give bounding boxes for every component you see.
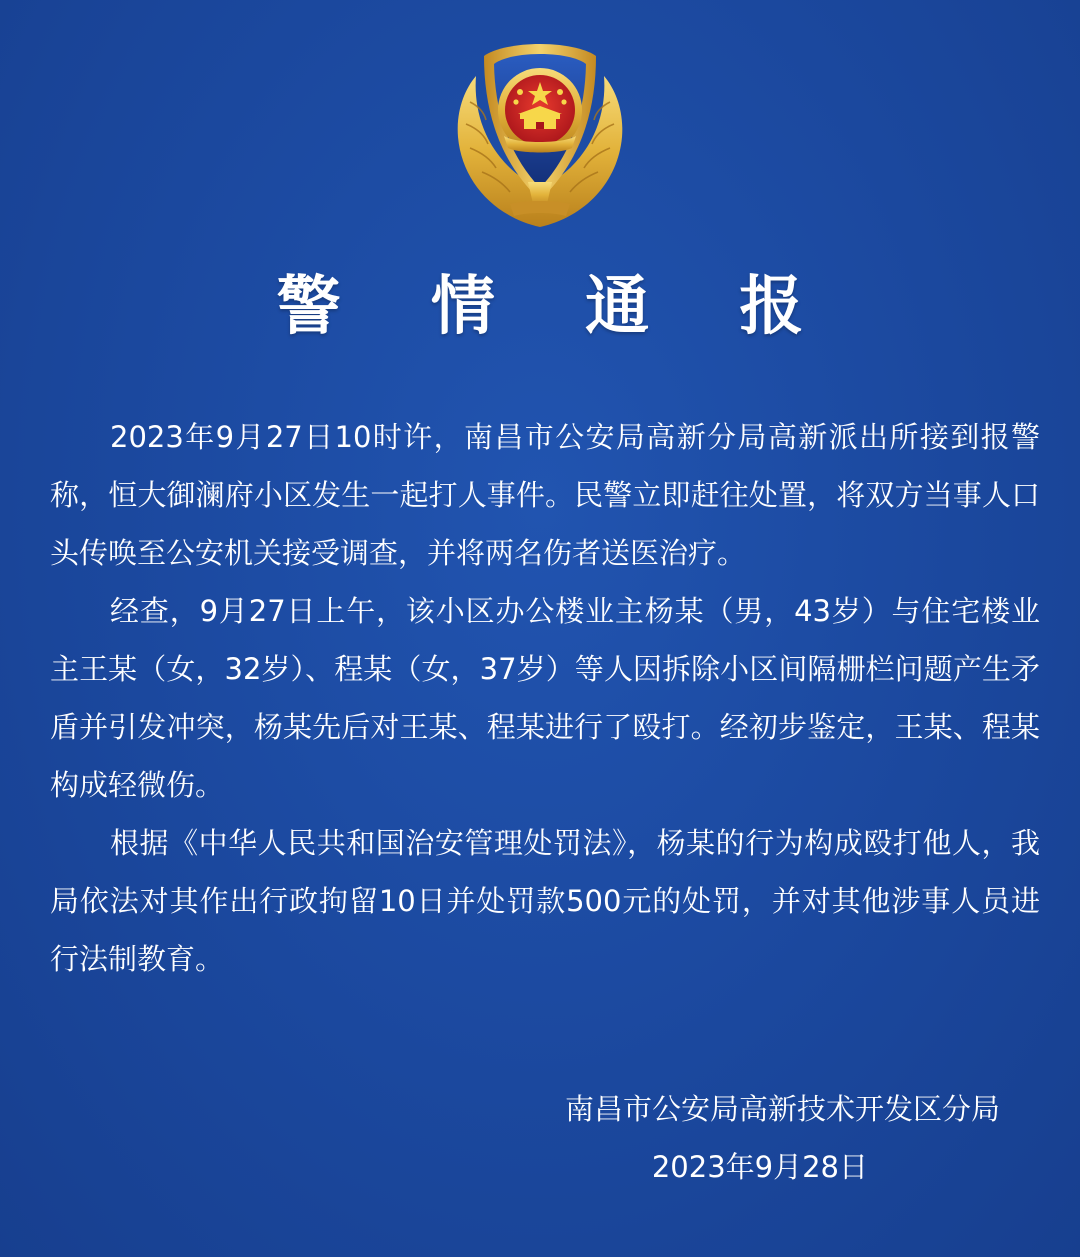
notice-paragraph-2: 经查，9月27日上午，该小区办公楼业主杨某（男，43岁）与住宅楼业主王某（女，32岁）、程某（女，37岁）等人因拆除小区间隔栅栏问题产生矛盾并引发冲突，杨某先后对王某、程某进行了殴打。经初步鉴定，王某、程某构成轻微伤。: [50, 594, 1040, 802]
notice-body: [50, 408, 1040, 988]
issue-date: 2023年9月28日: [651, 1150, 868, 1184]
notice-signature: [0, 1080, 1000, 1196]
notice-title: 警 情 通 报: [276, 270, 838, 344]
police-emblem-icon: [440, 32, 640, 232]
notice-paragraph-3: 根据《中华人民共和国治安管理处罚法》，杨某的行为构成殴打他人，我局依法对其作出行政拘留10日并处罚款500元的处罚，并对其他涉事人员进行法制教育。: [50, 826, 1040, 976]
issuing-organization: 南昌市公安局高新技术开发区分局: [564, 1092, 1000, 1126]
notice-paragraph-1: 2023年9月27日10时许，南昌市公安局高新分局高新派出所接到报警称，恒大御澜府小区发生一起打人事件。民警立即赶往处置，将双方当事人口头传唤至公安机关接受调查，并将两名伤者送医治疗。: [50, 420, 1040, 570]
